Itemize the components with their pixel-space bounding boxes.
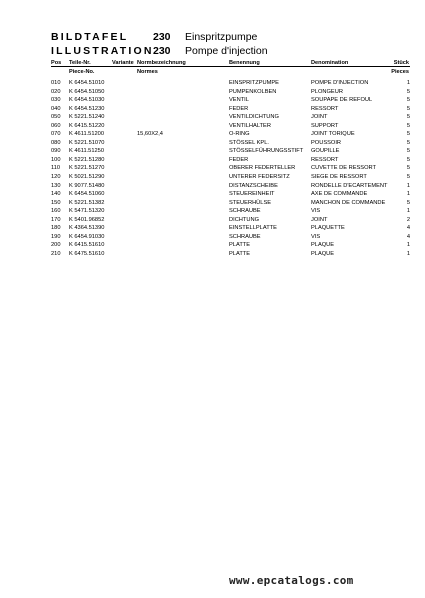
cell-benennung: PLATTE bbox=[229, 250, 251, 257]
cell-benennung: EINSTELLPLATTE bbox=[229, 225, 277, 232]
parts-table bbox=[51, 80, 410, 259]
cell-quantity: 1 bbox=[406, 191, 410, 198]
cell-part-number: K 6454.51050 bbox=[69, 88, 105, 95]
cell-quantity: 5 bbox=[406, 174, 410, 181]
cell-part-number: K 6454.51030 bbox=[69, 97, 105, 104]
cell-benennung: SCHRAUBE bbox=[229, 233, 261, 240]
cell-pos: 170 bbox=[51, 216, 61, 223]
cell-denomination: JOINT TORIQUE bbox=[311, 131, 355, 138]
cell-part-number: K 6415.51220 bbox=[69, 122, 105, 129]
cell-quantity: 5 bbox=[406, 105, 410, 112]
cell-denomination: VIS bbox=[311, 233, 321, 240]
cell-part-number: K 6454.51230 bbox=[69, 105, 105, 112]
cell-denomination: PLAQUETTE bbox=[311, 225, 345, 232]
cell-benennung: STEUERHÜLSE bbox=[229, 199, 272, 206]
cell-benennung: FEDER bbox=[229, 105, 249, 112]
cell-quantity: 1 bbox=[406, 80, 410, 86]
cell-denomination: PLAQUE bbox=[311, 250, 335, 257]
table-row bbox=[51, 234, 410, 243]
cell-denomination: SIEGE DE RESSORT bbox=[311, 174, 367, 181]
cell-quantity: 5 bbox=[406, 131, 410, 138]
cell-benennung: STÖSSELFÜHRUNGSSTIFT bbox=[229, 148, 304, 155]
title-block bbox=[51, 31, 268, 59]
cell-quantity: 5 bbox=[406, 199, 410, 206]
cell-pos: 030 bbox=[51, 97, 61, 104]
title-description: Einspritzpumpe bbox=[185, 31, 258, 43]
cell-part-number: K 4611.51200 bbox=[69, 131, 104, 138]
cell-quantity: 4 bbox=[406, 225, 410, 232]
table-row bbox=[51, 242, 410, 251]
cell-quantity: 5 bbox=[406, 156, 410, 163]
title-line-de bbox=[51, 31, 268, 45]
cell-pos: 020 bbox=[51, 88, 61, 95]
cell-benennung: DISTANZSCHEIBE bbox=[229, 182, 278, 189]
cell-denomination: RONDELLE D'ECARTEMENT bbox=[311, 182, 388, 189]
cell-pos: 180 bbox=[51, 225, 61, 232]
cell-pos: 100 bbox=[51, 156, 61, 163]
header-benennung: Benennung bbox=[229, 60, 260, 66]
header-part-de: Teile-Nr. bbox=[69, 60, 91, 66]
cell-pos: 010 bbox=[51, 80, 61, 86]
table-row bbox=[51, 208, 410, 217]
cell-benennung: FEDER bbox=[229, 156, 249, 163]
cell-quantity: 1 bbox=[406, 250, 410, 257]
cell-denomination: GOUPILLE bbox=[311, 148, 340, 155]
cell-norm: 15,60X2,4 bbox=[137, 131, 163, 138]
table-row bbox=[51, 165, 410, 174]
header-part-fr: Piece-No. bbox=[69, 69, 95, 75]
cell-quantity: 5 bbox=[406, 165, 410, 172]
cell-part-number: K 5221.51270 bbox=[69, 165, 105, 172]
table-row bbox=[51, 97, 410, 106]
cell-quantity: 2 bbox=[406, 216, 410, 223]
table-row bbox=[51, 200, 410, 209]
table-row bbox=[51, 157, 410, 166]
cell-pos: 060 bbox=[51, 122, 61, 129]
cell-benennung: VENTILHALTER bbox=[229, 122, 271, 129]
cell-pos: 090 bbox=[51, 148, 61, 155]
title-label: BILDTAFEL bbox=[51, 31, 129, 43]
cell-benennung: O-RING bbox=[229, 131, 250, 138]
cell-denomination: JOINT bbox=[311, 114, 328, 121]
cell-denomination: MANCHON DE COMMANDE bbox=[311, 199, 386, 206]
cell-part-number: K 9077.51480 bbox=[69, 182, 105, 189]
cell-denomination: POMPE D'INJECTION bbox=[311, 80, 369, 86]
cell-part-number: K 4364.51390 bbox=[69, 225, 105, 232]
cell-part-number: K 5401.96852 bbox=[69, 216, 105, 223]
header-pos: Pos bbox=[51, 60, 62, 66]
cell-pos: 150 bbox=[51, 199, 61, 206]
cell-part-number: K 6454.91030 bbox=[69, 233, 105, 240]
header-denomination: Denomination bbox=[311, 60, 349, 66]
table-row bbox=[51, 183, 410, 192]
header-qty-de: Stück bbox=[393, 60, 409, 66]
table-row bbox=[51, 131, 410, 140]
table-row bbox=[51, 217, 410, 226]
table-row bbox=[51, 251, 410, 260]
cell-part-number: K 6454.51060 bbox=[69, 191, 105, 198]
cell-benennung: STEUEREINHEIT bbox=[229, 191, 275, 198]
table-row bbox=[51, 123, 410, 132]
cell-pos: 210 bbox=[51, 250, 61, 257]
cell-quantity: 5 bbox=[406, 122, 410, 129]
cell-quantity: 1 bbox=[406, 208, 410, 215]
cell-part-number: K 6475.51610 bbox=[69, 250, 105, 257]
cell-pos: 070 bbox=[51, 131, 61, 138]
cell-denomination: VIS bbox=[311, 208, 321, 215]
table-row bbox=[51, 106, 410, 115]
table-row bbox=[51, 174, 410, 183]
header-norm-fr: Normes bbox=[137, 69, 158, 75]
cell-denomination: JOINT bbox=[311, 216, 328, 223]
cell-pos: 080 bbox=[51, 139, 61, 146]
cell-quantity: 1 bbox=[406, 242, 410, 249]
cell-quantity: 5 bbox=[406, 139, 410, 146]
table-row bbox=[51, 225, 410, 234]
cell-part-number: K 5471.51320 bbox=[69, 208, 105, 215]
cell-part-number: K 6415.51610 bbox=[69, 242, 105, 249]
cell-benennung: VENTILDICHTUNG bbox=[229, 114, 279, 121]
footer-watermark: www.epcatalogs.com bbox=[229, 574, 354, 587]
header-variant: Variante bbox=[112, 60, 134, 66]
cell-pos: 130 bbox=[51, 182, 61, 189]
table-row bbox=[51, 114, 410, 123]
cell-quantity: 5 bbox=[406, 88, 410, 95]
cell-pos: 050 bbox=[51, 114, 61, 121]
cell-benennung: STÖSSEL KPL. bbox=[229, 139, 269, 146]
table-row bbox=[51, 80, 410, 89]
cell-quantity: 5 bbox=[406, 97, 410, 104]
title-line-fr bbox=[51, 45, 268, 59]
table-row bbox=[51, 148, 410, 157]
cell-part-number: K 5021.51290 bbox=[69, 174, 105, 181]
cell-benennung: VENTIL bbox=[229, 97, 249, 104]
cell-pos: 160 bbox=[51, 208, 61, 215]
cell-part-number: K 6454.51010 bbox=[69, 80, 105, 86]
cell-denomination: PLAQUE bbox=[311, 242, 335, 249]
cell-part-number: K 5221.51382 bbox=[69, 199, 105, 206]
header-qty-fr: Pieces bbox=[391, 69, 409, 75]
cell-pos: 040 bbox=[51, 105, 61, 112]
header-norm-de: Normbezeichnung bbox=[137, 60, 186, 66]
cell-denomination: RESSORT bbox=[311, 105, 339, 112]
cell-part-number: K 5221.51280 bbox=[69, 156, 105, 163]
cell-denomination: RESSORT bbox=[311, 156, 339, 163]
cell-denomination: CUVETTE DE RESSORT bbox=[311, 165, 376, 172]
cell-benennung: EINSPRITZPUMPE bbox=[229, 80, 279, 86]
cell-part-number: K 4611.51250 bbox=[69, 148, 104, 155]
header-divider bbox=[51, 66, 410, 67]
table-row bbox=[51, 89, 410, 98]
cell-benennung: PLATTE bbox=[229, 242, 251, 249]
cell-benennung: DICHTUNG bbox=[229, 216, 260, 223]
cell-pos: 110 bbox=[51, 165, 61, 172]
cell-pos: 120 bbox=[51, 174, 61, 181]
title-description: Pompe d'injection bbox=[185, 45, 268, 57]
cell-benennung: PUMPENKOLBEN bbox=[229, 88, 277, 95]
cell-part-number: K 5221.51240 bbox=[69, 114, 105, 121]
cell-denomination: SOUPAPE DE REFOUL bbox=[311, 97, 373, 104]
cell-pos: 140 bbox=[51, 191, 61, 198]
cell-benennung: OBERER FEDERTELLER bbox=[229, 165, 296, 172]
cell-benennung: UNTERER FEDERSITZ bbox=[229, 174, 290, 181]
cell-benennung: SCHRAUBE bbox=[229, 208, 261, 215]
illustration-number: 230 bbox=[153, 45, 171, 57]
title-label: ILLUSTRATION bbox=[51, 45, 154, 57]
cell-pos: 190 bbox=[51, 233, 61, 240]
cell-quantity: 4 bbox=[406, 233, 410, 240]
cell-part-number: K 5221.51070 bbox=[69, 139, 105, 146]
cell-quantity: 5 bbox=[406, 148, 410, 155]
cell-denomination: POUSSOIR bbox=[311, 139, 342, 146]
illustration-number: 230 bbox=[153, 31, 171, 43]
cell-pos: 200 bbox=[51, 242, 61, 249]
cell-denomination: SUPPORT bbox=[311, 122, 339, 129]
cell-quantity: 5 bbox=[406, 114, 410, 121]
cell-denomination: AXE DE COMMANDE bbox=[311, 191, 368, 198]
cell-denomination: PLONGEUR bbox=[311, 88, 343, 95]
cell-quantity: 1 bbox=[406, 182, 410, 189]
table-row bbox=[51, 191, 410, 200]
